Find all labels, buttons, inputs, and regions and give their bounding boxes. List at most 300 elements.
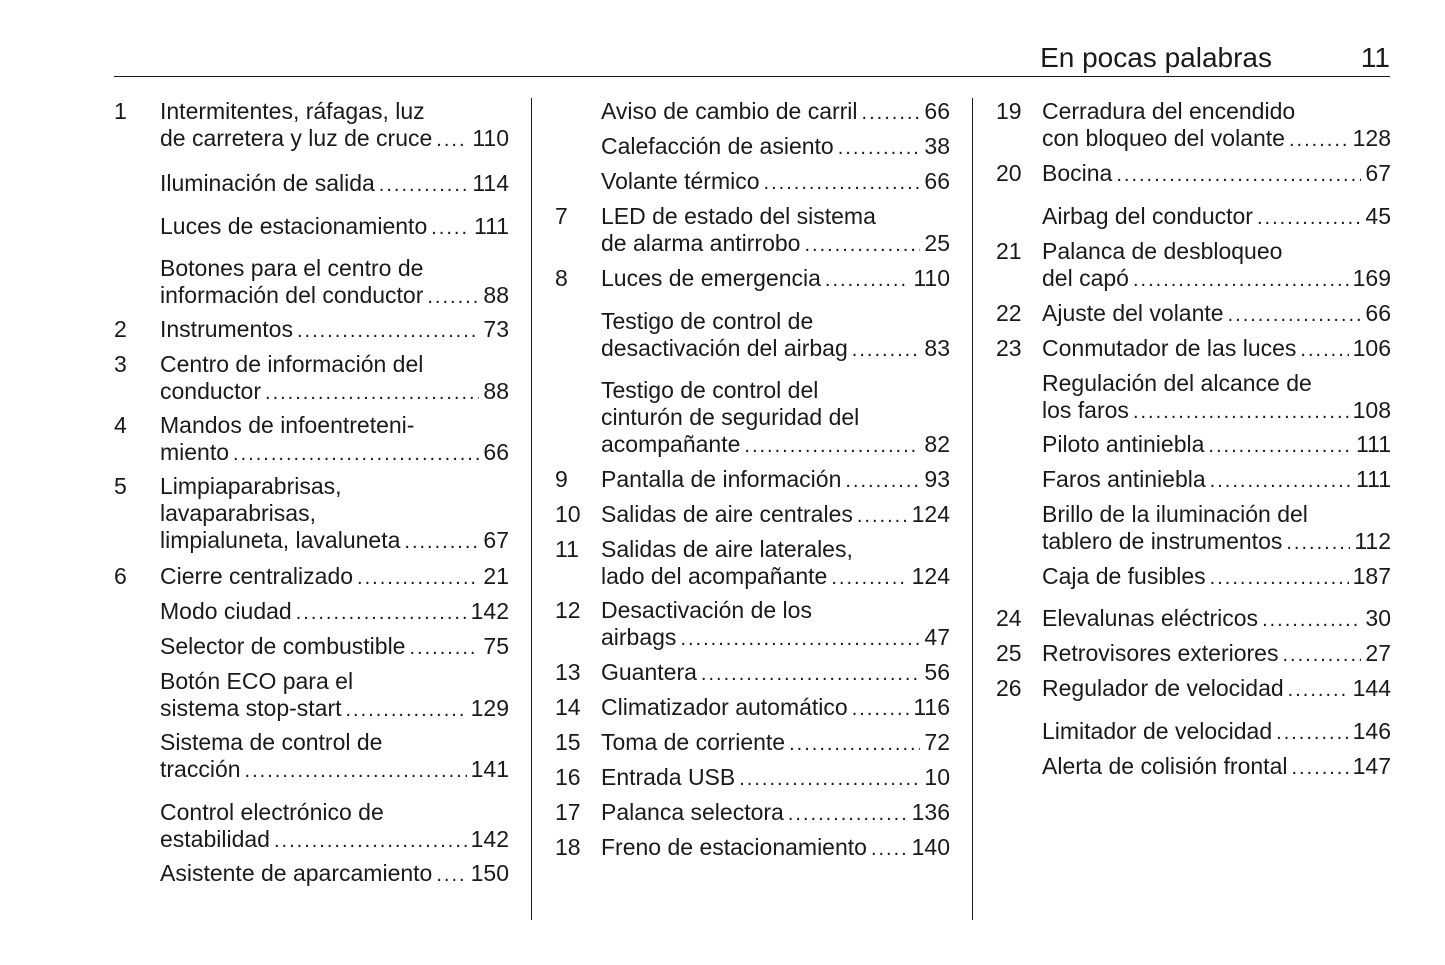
- entry-label: sistema stop-start: [160, 695, 342, 721]
- entry-text: [601, 597, 950, 651]
- entry-last-line: [160, 695, 509, 722]
- dot-leader: [431, 215, 470, 242]
- page-number: 11: [1360, 42, 1390, 73]
- dot-leader: [233, 441, 479, 468]
- page-reference[interactable]: 124: [911, 563, 950, 589]
- page-reference[interactable]: 144: [1352, 675, 1391, 701]
- entry-last-line: [1042, 125, 1391, 152]
- index-entry: [555, 597, 950, 651]
- dot-leader: [1116, 162, 1361, 189]
- index-entry: [996, 640, 1391, 667]
- entry-label: Guantera: [601, 659, 697, 685]
- dot-leader: [701, 661, 921, 688]
- item-number: 2: [114, 316, 127, 342]
- dot-leader: [852, 337, 921, 364]
- chapter-title: En pocas palabras: [1040, 42, 1272, 73]
- dot-leader: [1286, 530, 1350, 557]
- entry-last-line: [1042, 718, 1391, 745]
- page-reference[interactable]: 82: [924, 431, 950, 457]
- dot-leader: [404, 529, 479, 556]
- index-entry: [555, 203, 950, 257]
- entry-label: tablero de instrumentos: [1042, 528, 1283, 554]
- entry-label: Iluminación de salida: [160, 170, 375, 196]
- header-rule: [114, 76, 1390, 77]
- entry-label: tracción: [160, 756, 241, 782]
- dot-leader: [1288, 677, 1349, 704]
- dot-leader: [852, 696, 910, 723]
- entry-label: Entrada USB: [601, 764, 736, 790]
- entry-label: airbags: [601, 624, 677, 650]
- item-number: 5: [114, 473, 127, 499]
- entry-line: Botón ECO para el: [160, 668, 354, 694]
- page-reference[interactable]: 66: [1365, 300, 1391, 326]
- entry-text: [601, 729, 950, 756]
- entry-last-line: [160, 860, 509, 887]
- index-entry: [996, 466, 1391, 493]
- entry-text: [1042, 563, 1391, 590]
- entry-label: Instrumentos: [160, 316, 293, 342]
- dot-leader: [1210, 565, 1349, 592]
- entry-label: Freno de estacionamiento: [601, 834, 867, 860]
- dot-leader: [1276, 720, 1348, 747]
- entry-label: desactivación del airbag: [601, 335, 848, 361]
- page-reference[interactable]: 141: [470, 756, 509, 782]
- page-reference[interactable]: 73: [483, 316, 509, 342]
- entry-text: [601, 799, 950, 826]
- index-entry: [996, 675, 1391, 702]
- entry-label: información del conductor: [160, 282, 424, 308]
- entry-last-line: [601, 659, 950, 686]
- entry-line: Centro de información del: [160, 351, 424, 377]
- entry-label: Elevalunas eléctricos: [1042, 605, 1259, 631]
- page-reference[interactable]: 66: [924, 98, 950, 124]
- page-reference[interactable]: 88: [483, 378, 509, 404]
- entry-text: [1042, 675, 1391, 702]
- entry-last-line: [160, 316, 509, 343]
- dot-leader: [1210, 468, 1352, 495]
- page-reference[interactable]: 30: [1365, 605, 1391, 631]
- entry-text: [601, 203, 950, 257]
- entry-last-line: [601, 694, 950, 721]
- dot-leader: [744, 433, 920, 460]
- dot-leader: [862, 100, 921, 127]
- entry-line: Control electrónico de: [160, 799, 384, 825]
- page-reference[interactable]: 21: [483, 563, 509, 589]
- item-number: 19: [996, 98, 1022, 124]
- page-reference[interactable]: 136: [911, 799, 950, 825]
- page-reference[interactable]: 116: [913, 694, 950, 720]
- entry-label: de carretera y luz de cruce: [160, 125, 433, 151]
- item-number: 6: [114, 563, 127, 589]
- item-number: 22: [996, 300, 1022, 326]
- entry-text: [160, 412, 509, 466]
- item-number: 20: [996, 160, 1022, 186]
- entry-text: [1042, 370, 1391, 424]
- entry-label: Salidas de aire centrales: [601, 501, 853, 527]
- page-reference[interactable]: 150: [470, 860, 509, 886]
- entry-label: Climatizador automático: [601, 694, 848, 720]
- dot-leader: [764, 170, 921, 197]
- entry-last-line: [1042, 605, 1391, 632]
- entry-line: Mandos de infoentreteni-: [160, 412, 415, 438]
- entry-label: Retrovisores exteriores: [1042, 640, 1279, 666]
- index-entry: [114, 729, 509, 783]
- dot-leader: [871, 836, 908, 863]
- entry-last-line: [601, 624, 950, 651]
- entry-line: cinturón de seguridad del: [601, 404, 860, 430]
- page-reference[interactable]: 93: [924, 466, 950, 492]
- page-reference[interactable]: 142: [470, 826, 509, 852]
- running-header: [114, 40, 1390, 76]
- entry-line: lavaparabrisas,: [160, 500, 316, 526]
- page-reference[interactable]: 67: [483, 527, 509, 553]
- entry-last-line: [601, 466, 950, 493]
- entry-last-line: [601, 335, 950, 362]
- dot-leader: [804, 232, 920, 259]
- entry-label: Faros antiniebla: [1042, 466, 1206, 492]
- entry-label: Luces de estacionamiento: [160, 213, 428, 239]
- item-number: 14: [555, 694, 581, 720]
- index-entry: [996, 563, 1391, 590]
- entry-text: [1042, 501, 1391, 555]
- entry-last-line: [601, 431, 950, 458]
- entry-text: [160, 668, 509, 722]
- entry-text: [160, 255, 509, 309]
- entry-last-line: [1042, 397, 1391, 424]
- item-number: 16: [555, 764, 581, 790]
- index-entry: [114, 633, 509, 660]
- entry-last-line: [1042, 265, 1391, 292]
- entry-text: [160, 473, 509, 554]
- item-number: 10: [555, 501, 581, 527]
- entry-text: [160, 860, 509, 887]
- entry-text: [1042, 300, 1391, 327]
- entry-last-line: [160, 213, 509, 240]
- entry-label: Pantalla de información: [601, 466, 842, 492]
- dot-leader: [788, 801, 908, 828]
- entry-text: [1042, 753, 1391, 780]
- dot-leader: [845, 468, 920, 495]
- page-reference[interactable]: 110: [913, 265, 950, 291]
- item-number: 25: [996, 640, 1022, 666]
- page-reference[interactable]: 108: [1352, 397, 1391, 423]
- dot-leader: [1300, 337, 1348, 364]
- entry-last-line: [1042, 160, 1391, 187]
- index-entry: [996, 753, 1391, 780]
- index-entry: [114, 316, 509, 343]
- page-reference[interactable]: 83: [924, 335, 950, 361]
- entry-label: Asistente de aparcamiento: [160, 860, 433, 886]
- index-entry: [996, 238, 1391, 292]
- entry-label: de alarma antirrobo: [601, 230, 801, 256]
- entry-label: Airbag del conductor: [1042, 203, 1253, 229]
- entry-label: Luces de emergencia: [601, 265, 821, 291]
- entry-text: [160, 799, 509, 853]
- index-entry: [555, 377, 950, 458]
- item-number: 21: [996, 238, 1022, 264]
- entry-text: [1042, 98, 1391, 152]
- dot-leader: [409, 635, 479, 662]
- dot-leader: [1289, 127, 1349, 154]
- entry-line: Botones para el centro de: [160, 255, 424, 281]
- index-entry: [555, 168, 950, 195]
- entry-last-line: [601, 834, 950, 861]
- entry-text: [160, 170, 509, 197]
- page-reference[interactable]: 66: [924, 168, 950, 194]
- entry-line: LED de estado del sistema: [601, 203, 876, 229]
- page-reference[interactable]: 66: [483, 439, 509, 465]
- dot-leader: [739, 766, 920, 793]
- entry-text: [601, 133, 950, 160]
- index-entry: [555, 501, 950, 528]
- entry-line: Intermitentes, ráfagas, luz: [160, 98, 425, 124]
- dot-leader: [831, 565, 907, 592]
- index-entry: [114, 213, 509, 240]
- page-reference[interactable]: 38: [924, 133, 950, 159]
- index-entry: [114, 799, 509, 853]
- entry-text: [1042, 238, 1391, 292]
- index-entry: [555, 265, 950, 292]
- entry-label: Ajuste del volante: [1042, 300, 1224, 326]
- entry-label: Toma de corriente: [601, 729, 786, 755]
- dot-leader: [379, 172, 469, 199]
- dot-leader: [297, 318, 479, 345]
- dot-leader: [789, 731, 920, 758]
- dot-leader: [680, 626, 920, 653]
- entry-text: [601, 308, 950, 362]
- page-reference[interactable]: 47: [924, 624, 950, 650]
- entry-last-line: [160, 439, 509, 466]
- dot-leader: [436, 862, 466, 889]
- entry-last-line: [160, 826, 509, 853]
- entry-text: [601, 501, 950, 528]
- page-reference[interactable]: 56: [924, 659, 950, 685]
- entry-last-line: [601, 230, 950, 257]
- entry-text: [601, 536, 950, 590]
- entry-line: Regulación del alcance de: [1042, 370, 1312, 396]
- entry-label: limpialuneta, lavaluneta: [160, 527, 401, 553]
- entry-last-line: [1042, 431, 1391, 458]
- index-entry: [555, 659, 950, 686]
- page-reference[interactable]: 112: [1354, 528, 1391, 554]
- index-entry: [114, 98, 509, 152]
- entry-last-line: [160, 633, 509, 660]
- entry-last-line: [601, 168, 950, 195]
- entry-last-line: [601, 764, 950, 791]
- dot-leader: [265, 380, 479, 407]
- index-entry: [555, 834, 950, 861]
- page-reference[interactable]: 140: [911, 834, 950, 860]
- dot-leader: [1262, 607, 1361, 634]
- entry-text: [601, 694, 950, 721]
- page-reference[interactable]: 111: [474, 213, 509, 239]
- index-entry: [555, 729, 950, 756]
- entry-last-line: [160, 756, 509, 783]
- entry-label: Selector de combustible: [160, 633, 406, 659]
- item-number: 15: [555, 729, 581, 755]
- item-number: 18: [555, 834, 581, 860]
- entry-label: lado del acompañante: [601, 563, 828, 589]
- index-entry: [555, 799, 950, 826]
- entry-last-line: [1042, 300, 1391, 327]
- item-number: 9: [555, 466, 568, 492]
- entry-text: [601, 834, 950, 861]
- page-reference[interactable]: 27: [1365, 640, 1391, 666]
- page-reference[interactable]: 25: [924, 230, 950, 256]
- entry-label: con bloqueo del volante: [1042, 125, 1285, 151]
- entry-text: [160, 563, 509, 590]
- index-entry: [114, 473, 509, 554]
- entry-last-line: [1042, 563, 1391, 590]
- dot-leader: [274, 828, 467, 855]
- entry-line: Testigo de control del: [601, 377, 819, 403]
- entry-last-line: [601, 265, 950, 292]
- entry-last-line: [1042, 335, 1391, 362]
- dot-leader: [1208, 433, 1352, 460]
- entry-last-line: [160, 282, 509, 309]
- entry-text: [601, 98, 950, 125]
- entry-text: [1042, 605, 1391, 632]
- dot-leader: [1228, 302, 1362, 329]
- entry-last-line: [1042, 753, 1391, 780]
- page-reference[interactable]: 142: [470, 598, 509, 624]
- page-reference[interactable]: 128: [1352, 125, 1391, 151]
- entry-text: [1042, 640, 1391, 667]
- page-reference[interactable]: 110: [472, 125, 509, 151]
- page-reference[interactable]: 75: [483, 633, 509, 659]
- entry-line: Desactivación de los: [601, 597, 812, 623]
- page-reference[interactable]: 106: [1352, 335, 1391, 361]
- page-reference[interactable]: 114: [472, 170, 509, 196]
- entry-last-line: [1042, 466, 1391, 493]
- item-number: 12: [555, 597, 581, 623]
- entry-label: Piloto antiniebla: [1042, 431, 1205, 457]
- page-reference[interactable]: 88: [483, 282, 509, 308]
- column-divider: [531, 98, 532, 920]
- entry-line: Brillo de la iluminación del: [1042, 501, 1308, 527]
- dot-leader: [1282, 642, 1361, 669]
- index-entry: [114, 563, 509, 590]
- dot-leader: [436, 127, 468, 154]
- index-entry: [996, 501, 1391, 555]
- entry-text: [1042, 160, 1391, 187]
- index-entry: [114, 412, 509, 466]
- entry-label: Modo ciudad: [160, 598, 292, 624]
- entry-label: conductor: [160, 378, 262, 404]
- entry-last-line: [160, 563, 509, 590]
- dot-leader: [1257, 205, 1361, 232]
- dot-leader: [245, 758, 467, 785]
- entry-last-line: [1042, 203, 1391, 230]
- entry-text: [601, 659, 950, 686]
- index-entry: [114, 170, 509, 197]
- dot-leader: [346, 697, 467, 724]
- page-reference[interactable]: 72: [924, 729, 950, 755]
- entry-label: Conmutador de las luces: [1042, 335, 1297, 361]
- entry-label: del capó: [1042, 265, 1129, 291]
- entry-text: [1042, 203, 1391, 230]
- entry-label: los faros: [1042, 397, 1129, 423]
- entry-text: [601, 168, 950, 195]
- entry-last-line: [601, 98, 950, 125]
- dot-leader: [357, 565, 479, 592]
- entry-text: [1042, 431, 1391, 458]
- index-entry: [555, 764, 950, 791]
- index-entry: [996, 370, 1391, 424]
- entry-label: miento: [160, 439, 230, 465]
- entry-label: Bocina: [1042, 160, 1113, 186]
- item-number: 13: [555, 659, 581, 685]
- entry-line: Cerradura del encendido: [1042, 98, 1296, 124]
- page-reference[interactable]: 124: [911, 501, 950, 527]
- entry-last-line: [160, 125, 509, 152]
- index-entry: [114, 860, 509, 887]
- page-reference[interactable]: 10: [924, 764, 950, 790]
- dot-leader: [1291, 755, 1348, 782]
- dot-leader: [825, 267, 909, 294]
- entry-text: [160, 316, 509, 343]
- entry-label: Caja de fusibles: [1042, 563, 1206, 589]
- index-entry: [555, 466, 950, 493]
- page-reference[interactable]: 146: [1352, 718, 1391, 744]
- index-entry: [114, 351, 509, 405]
- page-reference[interactable]: 129: [470, 695, 509, 721]
- entry-text: [1042, 335, 1391, 362]
- item-number: 23: [996, 335, 1022, 361]
- item-number: 1: [114, 98, 127, 124]
- entry-text: [160, 213, 509, 240]
- page-reference[interactable]: 45: [1365, 203, 1391, 229]
- index-entry: [996, 718, 1391, 745]
- entry-label: Cierre centralizado: [160, 563, 354, 589]
- dot-leader: [1133, 399, 1349, 426]
- item-number: 8: [555, 265, 568, 291]
- page-reference[interactable]: 111: [1356, 431, 1391, 457]
- dot-leader: [857, 503, 908, 530]
- entry-text: [160, 351, 509, 405]
- entry-last-line: [160, 378, 509, 405]
- item-number: 7: [555, 203, 568, 229]
- index-entry: [114, 668, 509, 722]
- item-number: 24: [996, 605, 1022, 631]
- entry-label: Palanca selectora: [601, 799, 784, 825]
- entry-last-line: [1042, 675, 1391, 702]
- entry-text: [160, 598, 509, 625]
- page-reference[interactable]: 187: [1352, 563, 1391, 589]
- entry-last-line: [601, 563, 950, 590]
- index-entry: [996, 203, 1391, 230]
- entry-text: [160, 729, 509, 783]
- page-reference[interactable]: 111: [1356, 466, 1391, 492]
- entry-line: Sistema de control de: [160, 729, 383, 755]
- index-entry: [996, 605, 1391, 632]
- entry-last-line: [601, 729, 950, 756]
- index-entry: [996, 300, 1391, 327]
- item-number: 11: [555, 536, 579, 562]
- entry-last-line: [601, 501, 950, 528]
- page-reference[interactable]: 147: [1352, 753, 1391, 779]
- page-reference[interactable]: 67: [1365, 160, 1391, 186]
- page-reference[interactable]: 169: [1352, 265, 1391, 291]
- index-entry: [996, 98, 1391, 152]
- index-entry: [996, 335, 1391, 362]
- index-entry: [996, 160, 1391, 187]
- index-entry: [996, 431, 1391, 458]
- dot-leader: [427, 284, 479, 311]
- entry-text: [601, 377, 950, 458]
- entry-label: Calefacción de asiento: [601, 133, 834, 159]
- entry-text: [601, 764, 950, 791]
